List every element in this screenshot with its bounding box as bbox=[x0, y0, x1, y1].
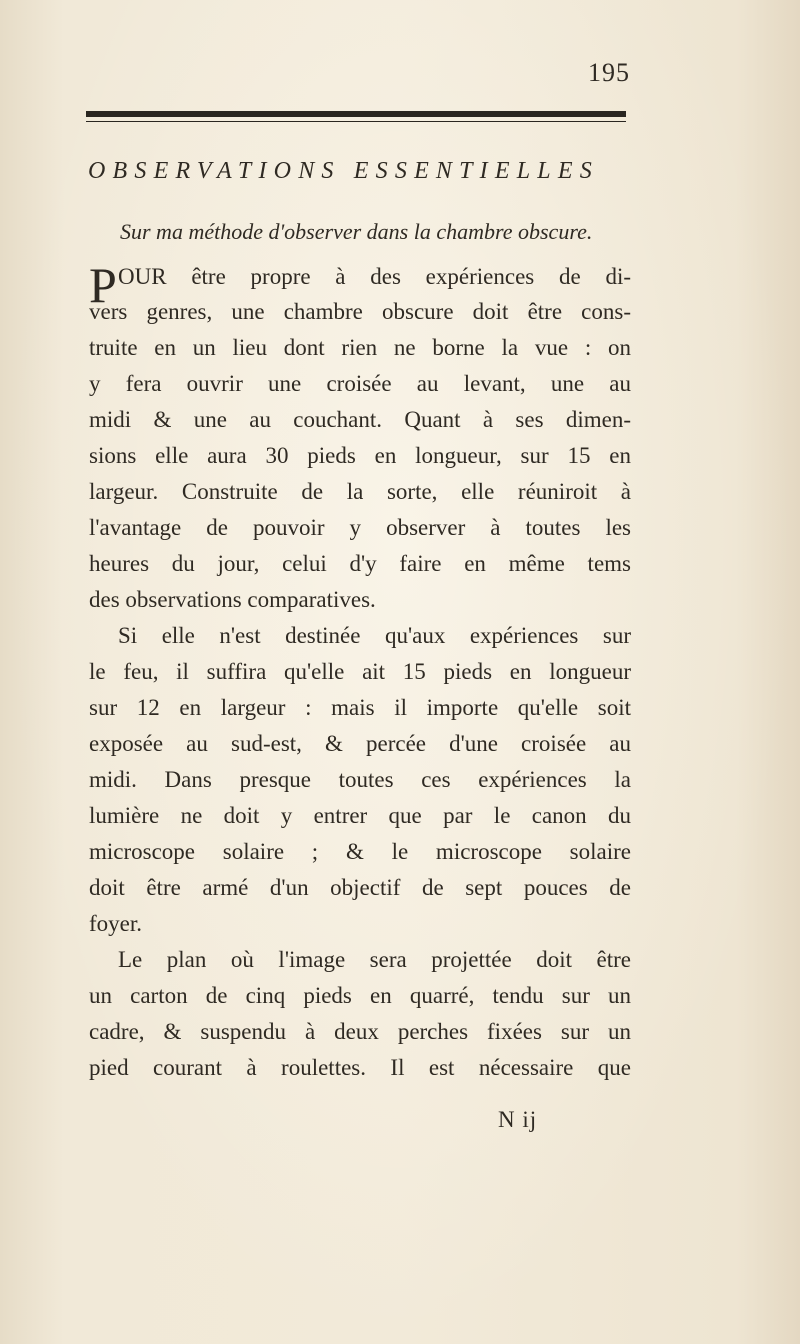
chapter-subheading: Sur ma méthode d'observer dans la chambre obscure. bbox=[120, 219, 593, 244]
chapter-heading: OBSERVATIONS ESSENTIELLES bbox=[88, 158, 599, 184]
text-line: OUR être propre à des expériences de di- bbox=[118, 264, 631, 289]
text-line: exposée au sud-est, & percée d'une croisée au bbox=[89, 731, 631, 756]
text-line: des observations comparatives. bbox=[89, 587, 376, 612]
text-line: heures du jour, celui d'y faire en même tems bbox=[89, 551, 631, 576]
text-line: pied courant à roulettes. Il est nécessaire que bbox=[89, 1055, 631, 1080]
text-line: foyer. bbox=[89, 911, 143, 936]
signature-mark: N ij bbox=[498, 1107, 538, 1132]
text-line: un carton de cinq pieds en quarré, tendu sur un bbox=[89, 983, 631, 1008]
text-line: Si elle n'est destinée qu'aux expériences sur bbox=[118, 623, 631, 648]
text-line: microscope solaire ; & le microscope solaire bbox=[89, 839, 631, 864]
text-line: midi. Dans presque toutes ces expériences la bbox=[89, 767, 631, 792]
text-line: doit être armé d'un objectif de sept pouces de bbox=[89, 875, 631, 900]
text-line: truite en un lieu dont rien ne borne la vue : on bbox=[89, 335, 631, 360]
text-line: midi & une au couchant. Quant à ses dimen- bbox=[89, 407, 631, 432]
drop-cap: P bbox=[89, 257, 117, 313]
text-line: cadre, & suspendu à deux perches fixées sur un bbox=[89, 1019, 631, 1044]
text-line: Le plan où l'image sera projettée doit être bbox=[118, 947, 631, 972]
text-line: y fera ouvrir une croisée au levant, une au bbox=[89, 371, 631, 396]
text-line: vers genres, une chambre obscure doit être cons- bbox=[89, 299, 631, 324]
text-line: lumière ne doit y entrer que par le canon du bbox=[89, 803, 631, 828]
text-line: largeur. Construite de la sorte, elle réuniroit à bbox=[89, 479, 631, 504]
text-line: sur 12 en largeur : mais il importe qu'elle soit bbox=[89, 695, 631, 720]
text-line: sions elle aura 30 pieds en longueur, sur 15 en bbox=[89, 443, 631, 468]
text-line: le feu, il suffira qu'elle ait 15 pieds en longueur bbox=[89, 659, 631, 684]
header-rule-thin bbox=[86, 121, 626, 122]
text-line: l'avantage de pouvoir y observer à toutes les bbox=[89, 515, 631, 540]
page-number: 195 bbox=[588, 58, 630, 87]
header-rule-thick bbox=[86, 111, 626, 117]
